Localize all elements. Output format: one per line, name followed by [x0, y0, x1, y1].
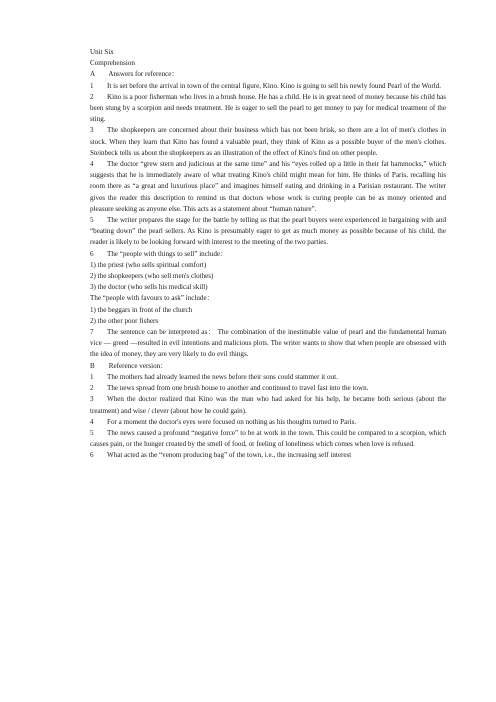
- item-number: 1: [90, 372, 94, 381]
- reference-item-5: [90, 428, 446, 450]
- item-text: The mothers had already learned the news before their sons could stammer it out.: [107, 372, 338, 381]
- item-number: 5: [90, 216, 94, 225]
- answer-item-7: [90, 327, 446, 361]
- item-text: What acted as the “venom producing bag” of the town, i.e., the increasing self interest: [107, 451, 352, 460]
- item-text: For a moment the doctor's eyes were focused on nothing as his thoughts turned to Paris.: [107, 417, 357, 426]
- item-number: 4: [90, 417, 94, 426]
- item-text: The news spread from one brush house to another and continued to travel fast into the town.: [107, 384, 369, 393]
- reference-item-1: [90, 372, 446, 383]
- part-b-title: Reference version：: [108, 361, 168, 370]
- answer-item-5: [90, 215, 446, 249]
- reference-item-6: [90, 450, 446, 461]
- item-text: It is set before the arrival in town of the central figure, Kino. Kino is going to sell his newly found Pearl of the World.: [107, 81, 442, 90]
- list-item: 2) the other poor fishers: [90, 316, 159, 325]
- item-number: 4: [90, 160, 94, 169]
- list-item: 3) the doctor (who sells his medical skill): [90, 283, 208, 292]
- reference-item-4: [90, 417, 446, 428]
- section-heading: Comprehension: [90, 59, 135, 68]
- answer-item-4: [90, 159, 446, 215]
- part-a-heading: [90, 69, 446, 80]
- list-item: 1) the beggars in front of the church: [90, 305, 193, 314]
- item-text: The shopkeepers are concerned about their business which has not been brisk, so there are a lot of men's clothes in stock. When they learn that Kino has found a valuable pearl, they think of Kino as a possible buyer of the men's clothes. Steinbeck tells us about the shopkeepers as an illustration of the effect of Kino's find on other people.: [90, 126, 446, 157]
- item-number: 6: [90, 451, 94, 460]
- item-text: The news caused a profound “negative force” to be at work in the town. This could be compared to a scorpion, which causes pain, or the hunger created by the smell of food, or feeling of loneliness which comes when love is refused.: [90, 428, 446, 449]
- item-number: 2: [90, 92, 94, 101]
- item-number: 5: [90, 428, 94, 437]
- item-text: The “people with things to sell” include：: [107, 249, 228, 258]
- answer-item-3: [90, 125, 446, 159]
- part-b-heading: [90, 361, 446, 372]
- answer-item-1: [90, 81, 446, 92]
- reference-item-3: [90, 394, 446, 416]
- answer-item-6: [90, 249, 446, 260]
- part-a-label: A: [90, 70, 96, 79]
- reference-item-2: [90, 383, 446, 394]
- part-a-title: Answers for reference：: [108, 70, 179, 79]
- item-text: When the doctor realized that Kino was the man who had asked for his help, he became both serious (about the treatment) and wise / clever (about how he could gain).: [90, 395, 446, 415]
- favours-intro: The “people with favours to ask” include：: [90, 294, 214, 303]
- item-number: 1: [90, 81, 94, 90]
- item-number: 6: [90, 249, 94, 258]
- part-b-label: B: [90, 361, 95, 370]
- answer-item-2: [90, 92, 446, 126]
- item-text: The writer prepares the stage for the battle by telling us that the pearl buyers were experienced in bargaining with and “beating down” the pearl sellers. As Kino is presumably eager to get as much money as possible because of his child, the reader is likely to be looking forward with interest to the meeting of the two parties.: [90, 216, 446, 247]
- item-number: 3: [90, 126, 94, 135]
- item-number: 2: [90, 384, 94, 393]
- item-number: 3: [90, 395, 94, 404]
- item-text: The sentence can be interpreted as： The combination of the inestimable value of pearl and the fundamental human vice — greed —resulted in evil intentions and malicious plots. The writer wants to show that when people are obsessed with the idea of money, they are very likely to do evil things.: [90, 328, 446, 359]
- item-text: Kino is a poor fisherman who lives in a brush house. He has a child. He is in great need of money because his child has been stung by a scorpion and needs treatment. He is eager to sell the pearl to get money to pay for medical treatment of the sting.: [90, 92, 446, 124]
- list-item: 2) the shopkeepers (who sell men's clothes): [90, 272, 214, 281]
- list-item: 1) the priest (who sells spiritual comfort): [90, 260, 207, 269]
- item-text: The doctor “grew stern and judicious at the same time” and his “eyes rolled up a little in their fat hammocks,” which suggests that he is immediately aware of what treating Kino's child might mean for him. He thinks of Paris, recalling his room there as “a great and luxurious place” and imagines himself eating and drinking in a Parisian restaurant. The writer gives the reader this description to remind us that doctors whose work is curing people can be as money oriented and pleasure seeking as anyone else. This acts as a statement about “human nature”.: [90, 160, 446, 213]
- unit-heading: Unit Six: [90, 48, 114, 56]
- item-number: 7: [90, 328, 94, 337]
